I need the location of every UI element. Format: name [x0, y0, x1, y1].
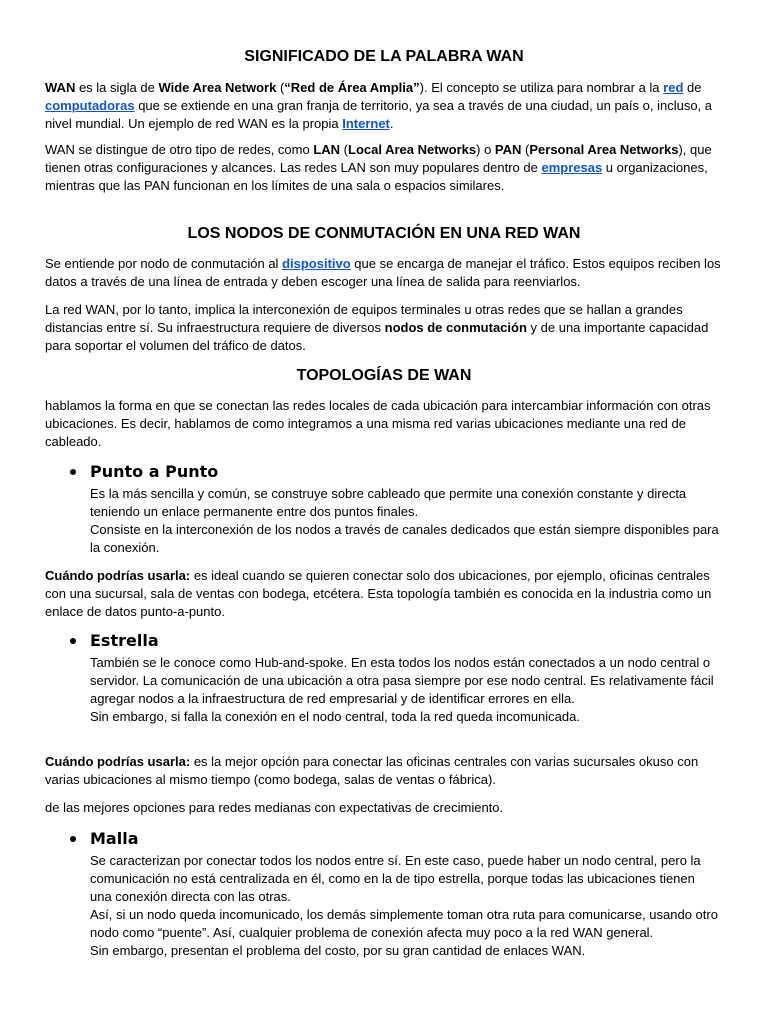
text-span: que se encarga de manejar el tráfico. Estos equipos reciben los datos a través de una línea de entrada y deben escoger una línea de salida para reenviarlos. — [45, 256, 721, 289]
term-lan: LAN — [313, 142, 341, 157]
term-local-area-networks: Local Area Networks — [348, 142, 477, 157]
text-span: es la mejor opción para conectar las oficinas centrales con varias sucursales okuso con varias ubicaciones al mismo tiempo (como bodega, salas de ventas o fábrica). — [45, 754, 699, 787]
link-internet[interactable]: Internet — [342, 116, 390, 131]
term-wide-area-network: Wide Area Network — [158, 80, 277, 95]
text-span: ( — [340, 142, 348, 157]
punto-a-punto-when — [45, 567, 725, 621]
estrella-desc: También se le conoce como Hub-and-spoke. En esta todos los nodos están conectados a un nodo central o servidor. La comunicación de una ubicación a otra pasa siempre por ese nodo central. Es relativamente fácil agregar nodos a la infraestructura de red empresarial y de identificar errores en ella. Sin embargo, si falla la conexión en el nodo central, toda la red queda incomunicada. — [90, 655, 714, 724]
term-personal-area-networks: Personal Area Networks — [529, 142, 679, 157]
bullet-dot-icon — [70, 469, 76, 475]
text-span: y de una importante capacidad para soportar el volumen del tráfico de datos. — [45, 320, 709, 353]
intro-paragraph-1 — [45, 79, 725, 133]
text-span: ( — [521, 142, 530, 157]
bullet-punto-a-punto — [70, 462, 218, 481]
section-title-topologias: TOPOLOGÍAS DE WAN — [296, 367, 472, 384]
text-span: WAN se distingue de otro tipo de redes, como — [45, 142, 314, 157]
nodos-paragraph-1 — [45, 255, 725, 291]
term-pan: PAN — [494, 142, 522, 157]
term-wan: WAN — [45, 80, 76, 95]
text-span: es la sigla de — [75, 80, 159, 95]
link-red[interactable]: red — [663, 80, 684, 95]
bullet-dot-icon — [70, 638, 76, 644]
punto-a-punto-desc: Es la más sencilla y común, se construye sobre cableado que permite una conexión constante y directa teniendo un enlace permanente entre dos puntos finales. Consiste en la interconexión de los nodos a través de canales dedicados que están siempre disponibles para la conexión. — [90, 486, 719, 555]
text-span: . — [389, 116, 394, 131]
malla-desc: Se caracterizan por conectar todos los nodos entre sí. En este caso, puede haber un nodo central, pero la comunicación no está centralizada en él, como en la de tipo estrella, porque todas las ubicaciones tienen una conexión directa con las otras. Así, si un nodo queda incomunicado, los demás simplemente toman otra ruta para comunicarse, usando otro nodo como “puente”. Así, cualquier problema de conexión afecta muy poco a la red WAN general. Sin embargo, presentan el problema del costo, por su gran cantidad de enlaces WAN. — [90, 853, 718, 958]
term-nodos-conmutacion: nodos de conmutación — [384, 320, 527, 335]
when-label: Cuándo podrías usarla: — [45, 568, 191, 583]
bullet-malla — [70, 829, 138, 848]
link-empresas[interactable]: empresas — [541, 160, 603, 175]
bullet-title: Estrella — [90, 631, 159, 650]
intro-paragraph-2 — [45, 141, 725, 195]
estrella-extra: de las mejores opciones para redes medianas con expectativas de crecimiento. — [45, 800, 504, 815]
text-span: es ideal cuando se quieren conectar solo dos ubicaciones, por ejemplo, oficinas centrales con una sucursal, sala de ventas con bodega, etcétera. Esta topología también es conocida en la industria como un enlace de datos punto-a-punto. — [45, 568, 712, 619]
bullet-dot-icon — [70, 836, 76, 842]
text-span: u organizaciones, mientras que las PAN funcionan en los límites de una sala o espacios similares. — [45, 160, 708, 193]
bullet-title: Punto a Punto — [90, 462, 219, 481]
bullet-title: Malla — [90, 829, 139, 848]
text-span: ) o — [476, 142, 495, 157]
bullet-estrella — [70, 631, 159, 650]
text-span: La red WAN, por lo tanto, implica la interconexión de equipos terminales u otras redes que se hallan a grandes distancias entre sí. Su infraestructura requiere de diversos — [45, 302, 683, 335]
text-span: ). El concepto se utiliza para nombrar a la — [419, 80, 664, 95]
text-span: ), que tienen otras configuraciones y alcances. Las redes LAN son muy populares dentro de — [45, 142, 712, 175]
link-dispositivo[interactable]: dispositivo — [282, 256, 351, 271]
estrella-when — [45, 753, 725, 789]
topologias-intro: hablamos la forma en que se conectan las redes locales de cada ubicación para intercambiar información con otras ubicaciones. Es decir, hablamos de como integramos a una misma red varias ubicaciones mediante una red de cableado. — [45, 398, 711, 449]
when-label: Cuándo podrías usarla: — [45, 754, 191, 769]
text-span: que se extiende en una gran franja de territorio, ya sea a través de una ciudad, un país o, incluso, a nivel mundial. Un ejemplo de red WAN es la propia — [45, 98, 713, 131]
link-computadoras[interactable]: computadoras — [45, 98, 135, 113]
text-span: ( — [276, 80, 285, 95]
page-title: SIGNIFICADO DE LA PALABRA WAN — [244, 48, 524, 65]
text-span: Se entiende por nodo de conmutación al — [45, 256, 283, 271]
text-span: de — [683, 80, 702, 95]
term-red-area-amplia: “Red de Área Amplia” — [284, 80, 420, 95]
nodos-paragraph-2 — [45, 301, 725, 355]
section-title-nodos: LOS NODOS DE CONMUTACIÓN EN UNA RED WAN — [187, 225, 581, 242]
